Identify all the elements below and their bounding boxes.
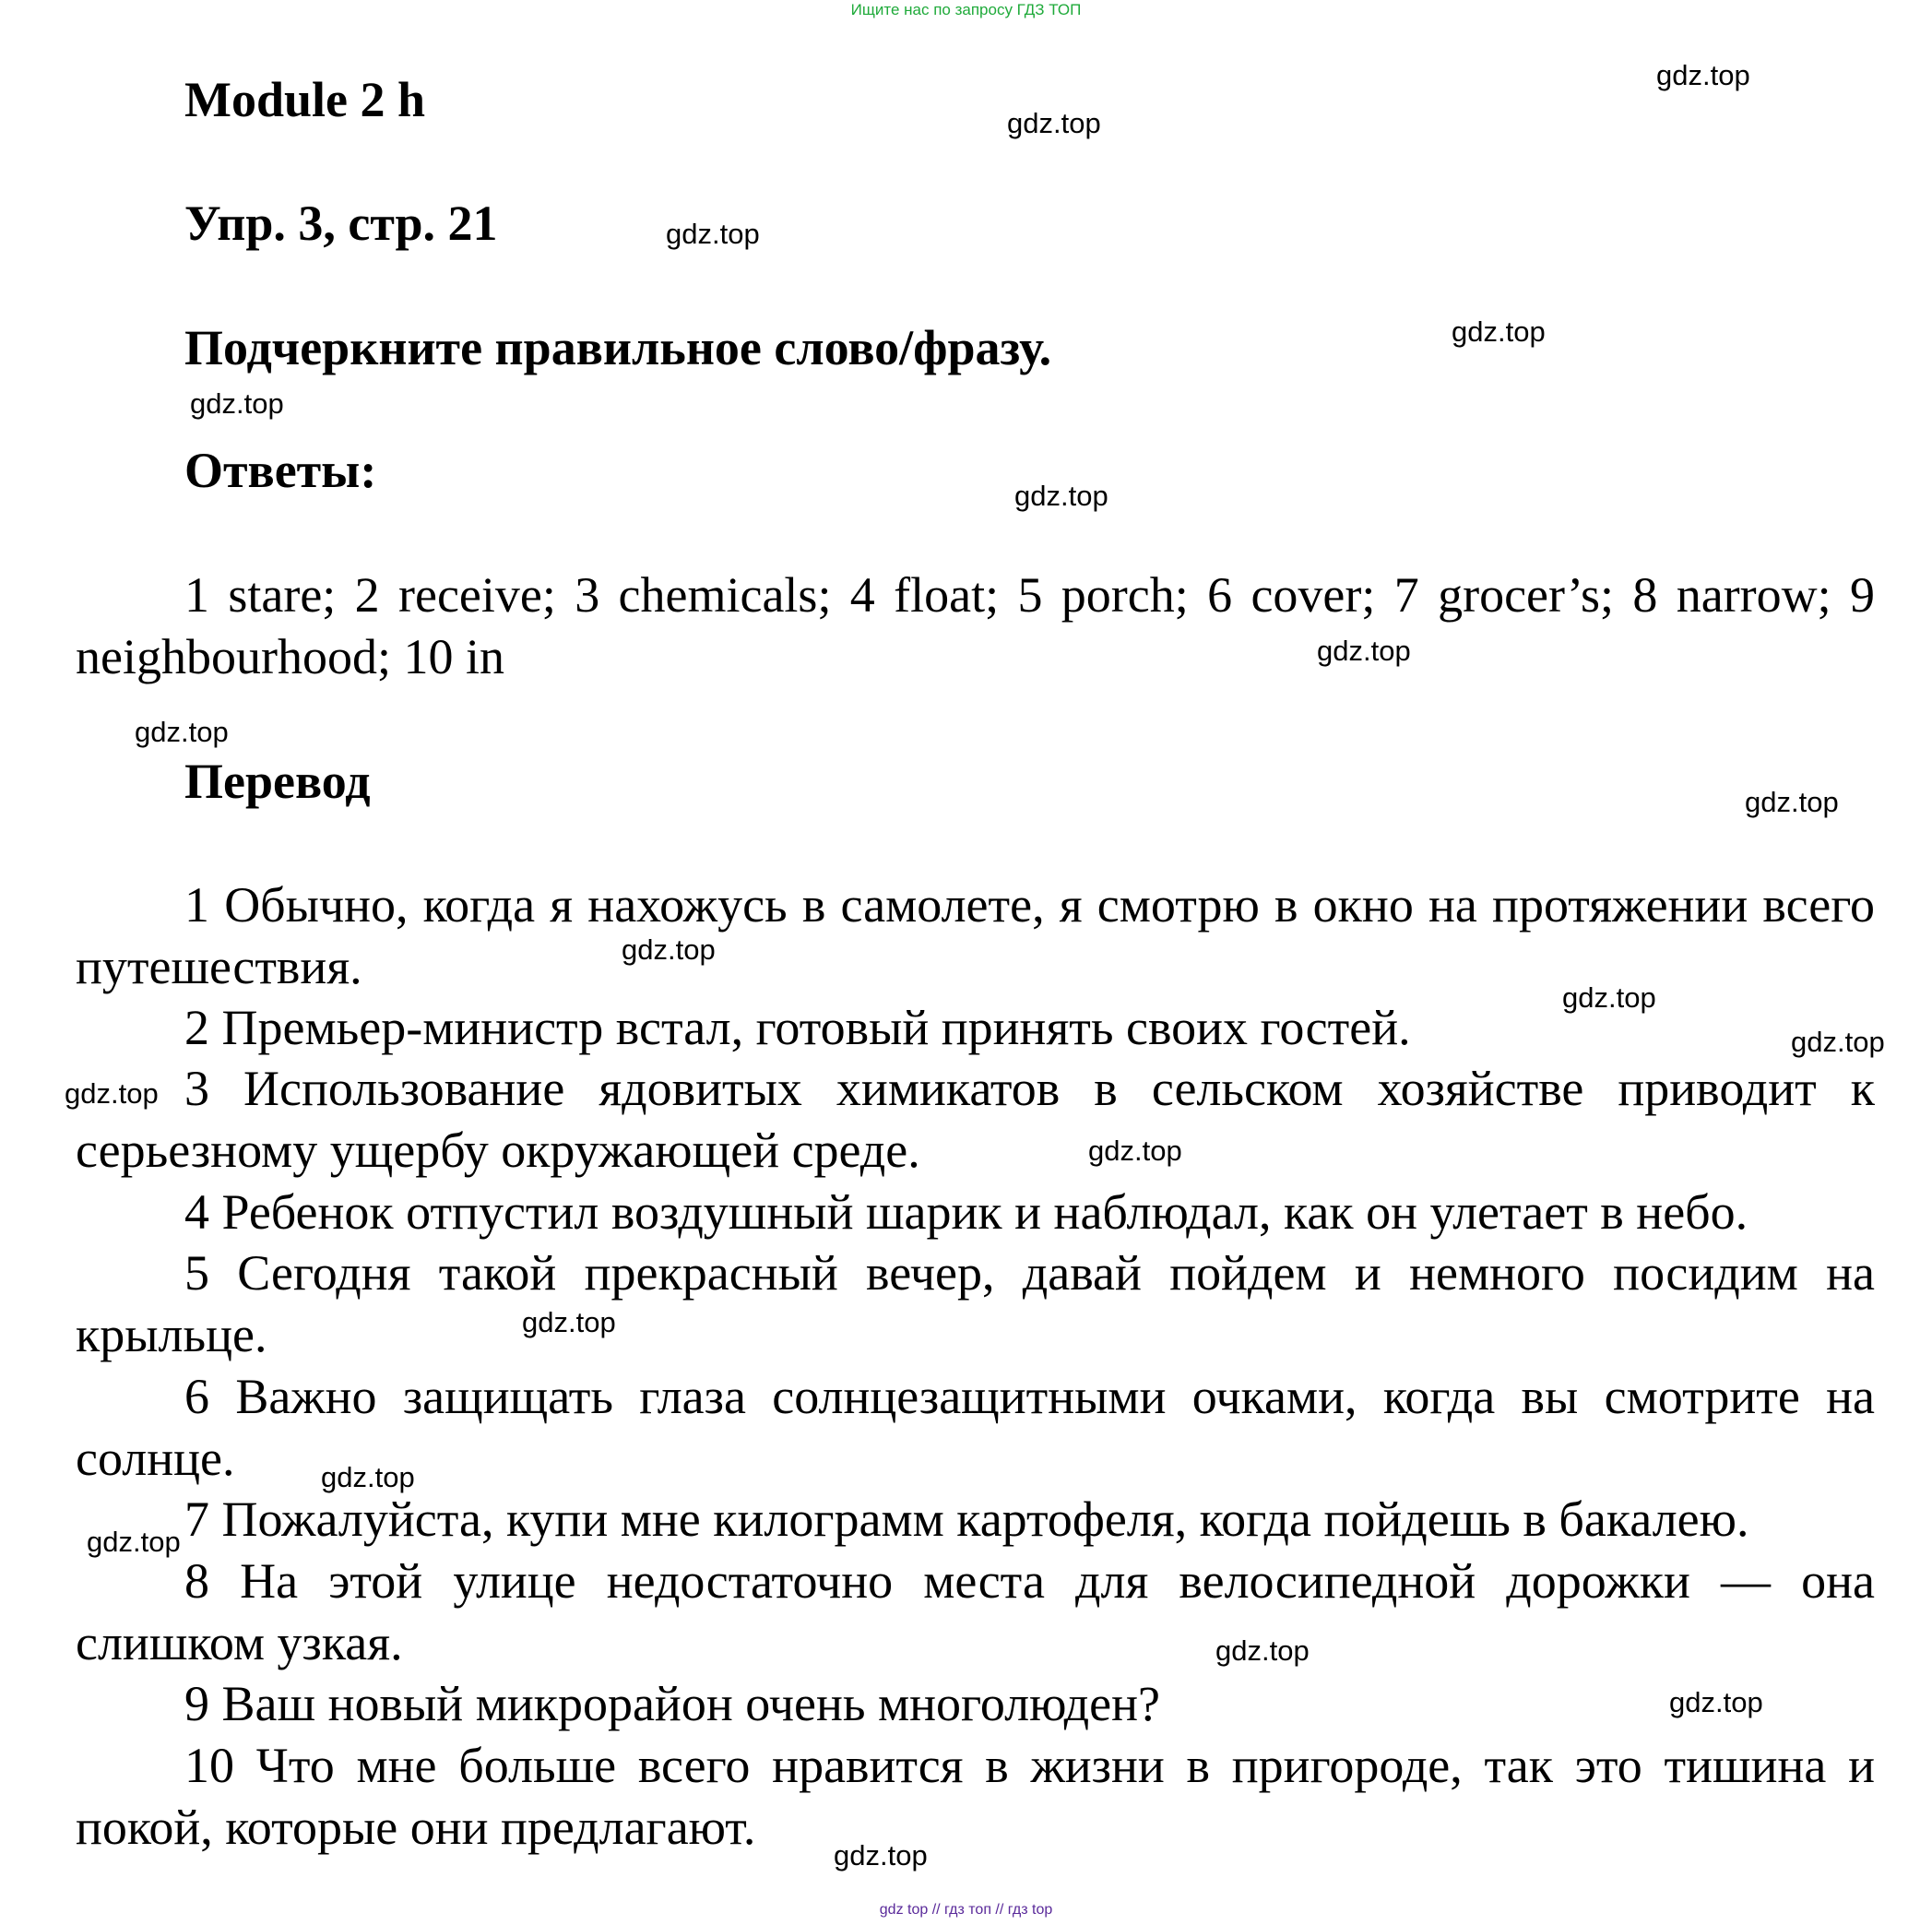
translation-item: 7 Пожалуйста, купи мне килограмм картофеля, когда пойдешь в бакалею. bbox=[184, 1491, 1749, 1547]
watermark: gdz.top bbox=[135, 716, 229, 748]
watermark: gdz.top bbox=[87, 1526, 181, 1558]
top-search-note: Ищите нас по запросу ГДЗ ТОП bbox=[850, 1, 1082, 18]
translation-item: 8 На этой улице недостаточно места для велосипедной дорожки — она слишком узкая. bbox=[76, 1553, 1875, 1670]
translation-item: 9 Ваш новый микрорайон очень многолюден? bbox=[184, 1676, 1160, 1731]
watermark: gdz.top bbox=[1656, 59, 1750, 91]
translation-heading: Перевод bbox=[184, 754, 371, 809]
watermark: gdz.top bbox=[1007, 107, 1101, 139]
watermark: gdz.top bbox=[1088, 1135, 1182, 1167]
watermark: gdz.top bbox=[190, 387, 284, 420]
watermark: gdz.top bbox=[1317, 635, 1411, 667]
translation-item: 1 Обычно, когда я нахожусь в самолете, я смотрю в окно на протяжении всего путешествия. bbox=[76, 877, 1875, 994]
watermark: gdz.top bbox=[1215, 1634, 1310, 1667]
watermark: gdz.top bbox=[522, 1306, 616, 1338]
watermark: gdz.top bbox=[622, 933, 716, 966]
translation-item: 2 Премьер-министр встал, готовый принять своих гостей. bbox=[184, 1000, 1411, 1055]
watermark: gdz.top bbox=[834, 1839, 928, 1872]
watermark: gdz.top bbox=[1014, 480, 1108, 512]
exercise-reference: Упр. 3, стр. 21 bbox=[184, 196, 498, 251]
watermark: gdz.top bbox=[321, 1461, 415, 1493]
module-title: Module 2 h bbox=[184, 72, 426, 127]
watermark: gdz.top bbox=[1562, 981, 1656, 1014]
instruction-text: Подчеркните правильное слово/фразу. bbox=[184, 320, 1052, 375]
watermark: gdz.top bbox=[1791, 1026, 1885, 1058]
translation-item: 4 Ребенок отпустил воздушный шарик и наблюдал, как он улетает в небо. bbox=[184, 1184, 1748, 1240]
translation-item: 10 Что мне больше всего нравится в жизни в пригороде, так это тишина и покой, которые они предлагают. bbox=[76, 1738, 1875, 1855]
translation-item: 5 Сегодня такой прекрасный вечер, давай пойдем и немного посидим на крыльце. bbox=[76, 1245, 1875, 1362]
translation-item: 6 Важно защищать глаза солнцезащитными очками, когда вы смотрите на солнце. bbox=[76, 1369, 1875, 1486]
watermark: gdz.top bbox=[666, 218, 760, 250]
watermark: gdz.top bbox=[65, 1077, 159, 1110]
answers-heading: Ответы: bbox=[184, 443, 377, 498]
footer-watermark: gdz top // гдз топ // гдз top bbox=[879, 1902, 1053, 1918]
watermark: gdz.top bbox=[1452, 315, 1546, 348]
watermark: gdz.top bbox=[1669, 1686, 1763, 1718]
watermark: gdz.top bbox=[1745, 786, 1839, 818]
translation-item: 3 Использование ядовитых химикатов в сельском хозяйстве приводит к серьезному ущербу окружающей среде. bbox=[76, 1061, 1875, 1178]
answers-text: 1 stare; 2 receive; 3 chemicals; 4 float; 5 porch; 6 cover; 7 grocer’s; 8 narrow; 9 neighbourhood; 10 in bbox=[76, 567, 1875, 684]
